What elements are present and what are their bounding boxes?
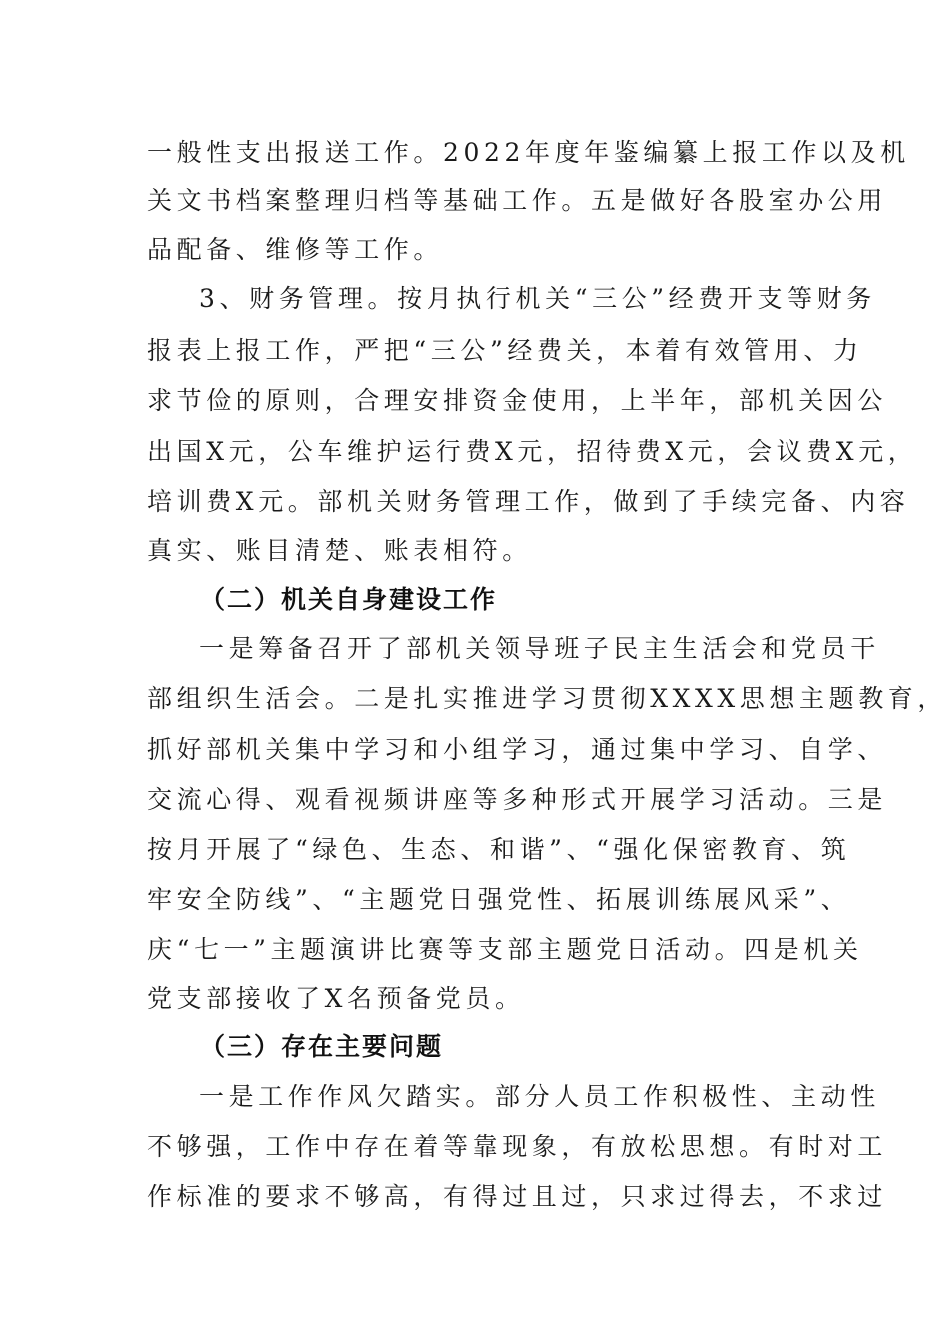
body-text-line: 部组织生活会。二是扎实推进学习贯彻XXXX思想主题教育， [147, 684, 947, 713]
body-text-line: 抓好部机关集中学习和小组学习，通过集中学习、自学、 [147, 735, 888, 764]
body-text-line: 报表上报工作，严把“三公”经费关，本着有效管用、力 [147, 336, 863, 365]
body-text-line: 求节俭的原则，合理安排资金使用，上半年，部机关因公 [147, 386, 888, 415]
body-text-line: 一是工作作风欠踏实。部分人员工作积极性、主动性 [199, 1082, 880, 1111]
body-text-line: 一般性支出报送工作。2022年度年鉴编纂上报工作以及机 [147, 138, 910, 167]
body-text-line: 牢安全防线”、“主题党日强党性、拓展训练展风采”、 [147, 885, 851, 914]
body-text-line: 一是筹备召开了部机关领导班子民主生活会和党员干 [199, 634, 880, 663]
body-text-line: 出国X元，公车维护运行费X元，招待费X元，会议费X元， [147, 437, 918, 466]
section-heading: （三）存在主要问题 [200, 1032, 444, 1061]
body-text-line: 庆“七一”主题演讲比赛等支部主题党日活动。四是机关 [147, 935, 863, 964]
body-text-line: 按月开展了“绿色、生态、和谐”、“强化保密教育、筑 [147, 835, 851, 864]
body-text-line: 3、财务管理。按月执行机关“三公”经费开支等财务 [199, 284, 876, 313]
body-text-line: 真实、账目清楚、账表相符。 [147, 536, 532, 565]
body-text-line: 作标准的要求不够高，有得过且过，只求过得去，不求过 [147, 1182, 888, 1211]
body-text-line: 培训费X元。部机关财务管理工作，做到了手续完备、内容 [147, 487, 910, 516]
body-text-line: 党支部接收了X名预备党员。 [147, 984, 525, 1013]
body-text-line: 交流心得、观看视频讲座等多种形式开展学习活动。三是 [147, 785, 888, 814]
section-heading: （二）机关自身建设工作 [200, 585, 498, 614]
body-text-line: 关文书档案整理归档等基础工作。五是做好各股室办公用 [147, 186, 888, 215]
body-text-line: 不够强，工作中存在着等靠现象，有放松思想。有时对工 [147, 1132, 888, 1161]
body-text-line: 品配备、维修等工作。 [147, 235, 444, 264]
